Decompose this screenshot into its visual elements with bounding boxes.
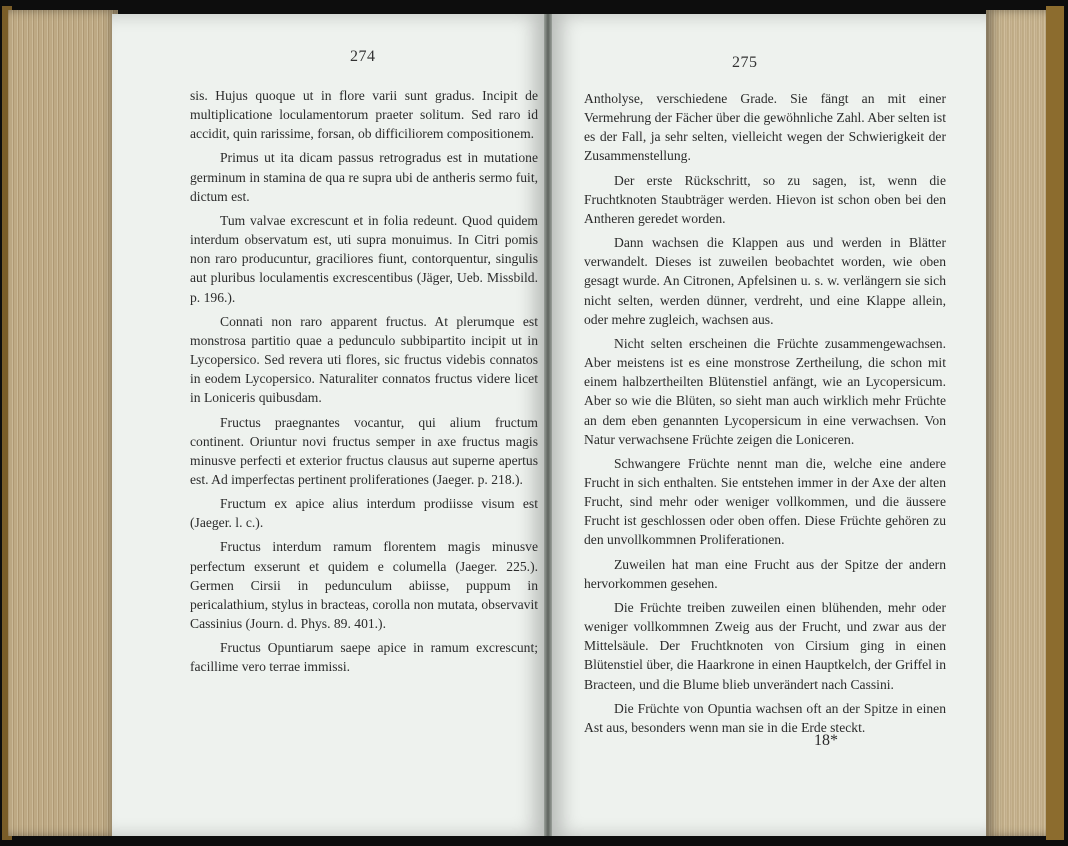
page-number-left: 274 <box>350 48 376 65</box>
paragraph: Antholyse, verschiedene Grade. Sie fängt an mit einer Vermehrung der Fächer über die gewöhnliche Zahl. Aber selten ist es der Fall, ja sehr selten, vielleicht wegen der Schwierigkeit der Zusammenstellung. <box>584 91 946 164</box>
paragraph: sis. Hujus quoque ut in flore varii sunt gradus. Incipit de multiplicatione loculamentorum praeter solitum. Sed raro id accidit, quin rarissime, forsan, ob difficiliorem compositionem. <box>190 88 538 142</box>
left-page-text <box>190 86 538 682</box>
signature-mark: 18* <box>814 732 838 749</box>
paragraph: Zuweilen hat man eine Frucht aus der Spitze der andern hervorkommen gesehen. <box>584 556 946 591</box>
paragraph: Dann wachsen die Klappen aus und werden in Blätter verwandelt. Dieses ist zuweilen beobachtet worden, wie oben gesagt wurde. An Citronen, Apfelsinen u. s. w. verlängern sie sich nicht selten, werden dünner, verdreht, und eine Klappe allein, oder mehre zugleich, wachsen aus. <box>584 235 946 327</box>
right-page-text <box>584 89 946 742</box>
paragraph: Die Früchte von Opuntia wachsen oft an der Spitze in einen Ast aus, besonders wenn man sie in die Erde steckt. <box>584 700 946 735</box>
book-cover-right <box>1046 6 1064 840</box>
paragraph: Fructus Opuntiarum saepe apice in ramum excrescunt; facillime vero terrae immissi. <box>190 640 538 675</box>
paragraph: Tum valvae excrescunt et in folia redeunt. Quod quidem interdum observatum est, uti supra monuimus. In Citri pomis non raro producuntur, graciliores fiunt, contorquentur, singulis aut pluribus loculamentis excrescentibus (Jäger, Ueb. Missbild. p. 196.). <box>190 212 538 305</box>
paragraph: Fructus praegnantes vocantur, qui alium fructum continent. Oriuntur novi fructus semper in axe fructus magis minusve perfecti et exterior fructus clausus aut superne apertus est. Ad imperfectas pertinent proliferationes (Jaeger. p. 218.). <box>190 414 538 487</box>
paragraph: Primus ut ita dicam passus retrogradus est in mutatione germinum in stamina de qua re supra ubi de antheris sermo fuit, dictum est. <box>190 150 538 204</box>
paragraph: Der erste Rückschritt, so zu sagen, ist, wenn die Fruchtknoten Staubträger werden. Hievon ist schon oben bei den Antheren geredet worden. <box>584 172 946 226</box>
page-edges-left <box>8 10 118 836</box>
paragraph: Connati non raro apparent fructus. At plerumque est monstrosa partitio quae a pedunculo subbipartito incipit ut in Lycopersico. Sed revera uti flores, sic fructus videbis connatos in eodem Lycopersico. Naturaliter connatos fructus videre licet in Loniceris quibusdam. <box>190 313 538 406</box>
paragraph: Die Früchte treiben zuweilen einen blühenden, mehr oder weniger vollkommnen Zweig aus der Frucht, und zwar aus der Mittelsäule. Der Fruchtknoten von Cirsium ging in einen Blütenstiel über, die Haarkrone in einen Hauptkelch, der Griffel in Bracteen, und die Blume blieb unverändert nach Cassini. <box>584 599 946 692</box>
book-gutter <box>544 14 552 836</box>
paragraph: Fructus interdum ramum florentem magis minusve perfectum exserunt et quidem e columella (Jaeger. 225.). Germen Cirsii in pedunculum abiisse, puppum in pericalathium, stylus in bracteas, corolla non mutata, observavit Cassinius (Journ. d. Phys. 89. 401.). <box>190 539 538 632</box>
paragraph: Fructum ex apice alius interdum prodiisse visum est (Jaeger. l. c.). <box>190 496 538 531</box>
paragraph: Nicht selten erscheinen die Früchte zusammengewachsen. Aber meistens ist es eine monstrose Zertheilung, die schon mit einem halbzertheilten Blütenstiel anfängt, wie an Lycopersicum. Aber so wie die Blüten, so sieht man auch wirklich mehr Früchte an dem eben genannten Lycopersicum in eine verwachsen. Von Natur verwachsene Früchte zeigen die Loniceren. <box>584 335 946 447</box>
page-number-right: 275 <box>732 54 758 71</box>
page-edges-right <box>986 10 1048 836</box>
right-page <box>548 14 988 836</box>
paragraph: Schwangere Früchte nennt man die, welche eine andere Frucht in sich enthalten. Sie entstehen immer in der Axe der alten Frucht, sind mehr oder weniger vollkommen, und die äussere Frucht ist geschlossen oder oben offen. Diese Früchte gehören zu den unvollkommnen Proliferationen. <box>584 455 946 548</box>
left-page <box>112 14 548 836</box>
